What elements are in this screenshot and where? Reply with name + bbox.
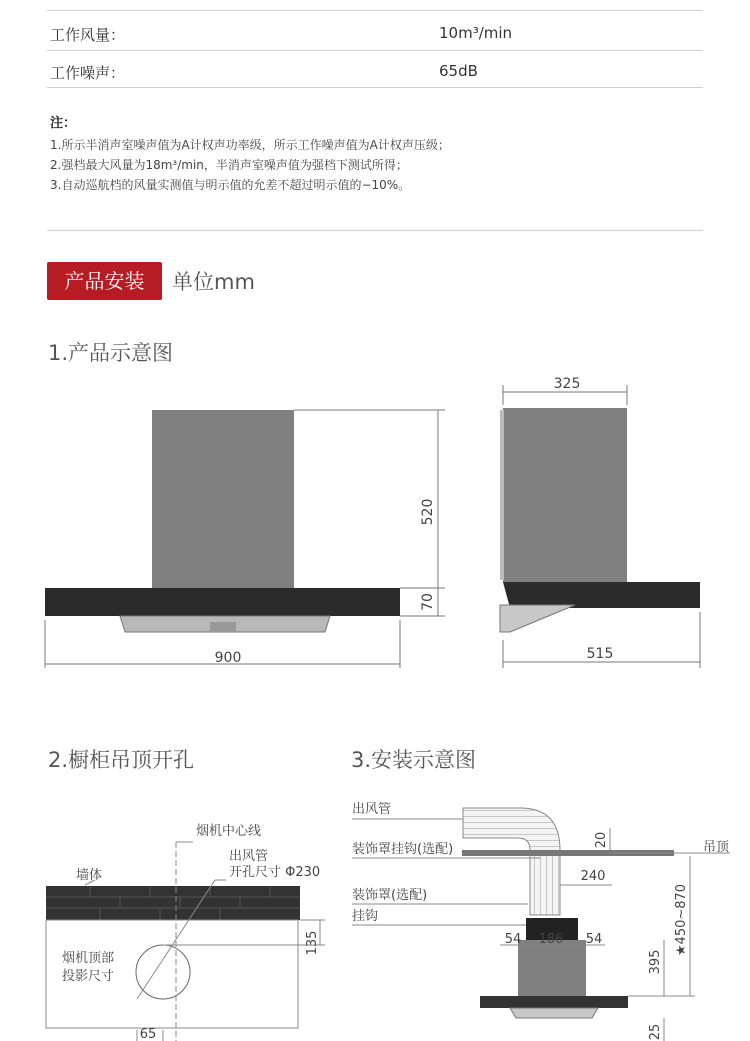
label-hole-size: 开孔尺寸 Φ230 <box>229 865 321 880</box>
notes-title: 注： <box>50 116 77 131</box>
dim-20: 20 <box>594 831 609 849</box>
spec-value-airflow: 10m³/min <box>439 24 513 42</box>
spec-value-noise: 65dB <box>439 62 478 80</box>
dim-515: 515 <box>586 646 614 662</box>
dim-395: 395 <box>648 949 663 975</box>
spec-label-airflow: 工作风量： <box>50 26 126 44</box>
section1-title: 1.产品示意图 <box>48 341 174 365</box>
dim-54-left: 54 <box>504 932 522 947</box>
unit-label: 单位mm <box>172 270 255 294</box>
note-line-3: 3.自动巡航档的风量实测值与明示值的允差不超过明示值的−10%。 <box>50 178 411 192</box>
front-handle <box>210 622 236 632</box>
dim-135: 135 <box>305 930 320 956</box>
label-duct-s3: 出风管 <box>352 802 392 817</box>
dim-186: 186 <box>538 932 564 947</box>
cabinet-opening-drawing <box>46 823 325 1041</box>
label-projection-1: 烟机顶部 <box>62 951 115 966</box>
label-centerline: 烟机中心线 <box>196 824 262 839</box>
note-line-2: 2.强档最大风量为18m³/min，半消声室噪声值为强档下测试所得； <box>50 158 408 172</box>
label-cover: 装饰罩(选配) <box>352 888 428 903</box>
wall-block <box>46 886 300 920</box>
label-wall: 墙体 <box>76 868 103 883</box>
dim-240: 240 <box>580 869 606 884</box>
dim-25: 25 <box>648 1023 663 1041</box>
side-view-drawing <box>500 376 700 668</box>
label-hook: 挂钩 <box>352 909 379 924</box>
dim-900: 900 <box>214 650 242 666</box>
label-duct-s2: 出风管 <box>229 849 269 864</box>
section2-title: 2.橱柜吊顶开孔 <box>48 748 195 772</box>
installation-drawing <box>352 801 730 1041</box>
hole-circle <box>136 945 190 999</box>
install-hood-body <box>480 996 628 1008</box>
side-panel <box>500 605 575 632</box>
label-projection-2: 投影尺寸 <box>62 969 115 984</box>
install-badge: 产品安装 <box>47 262 162 300</box>
label-ceiling: 吊顶 <box>703 840 730 855</box>
section3-title: 3.安装示意图 <box>351 748 477 772</box>
note-line-1: 1.所示半消声室噪声值为A计权声功率级，所示工作噪声值为A计权声压级； <box>50 138 450 152</box>
side-chimney <box>503 408 627 583</box>
dim-325: 325 <box>553 376 581 392</box>
spec-label-noise: 工作噪声： <box>50 64 126 82</box>
label-cover-hook: 装饰罩挂钩(选配) <box>352 842 454 857</box>
cover-body <box>518 940 586 998</box>
side-hood-body <box>503 582 700 608</box>
dim-70: 70 <box>420 593 436 611</box>
dim-65: 65 <box>139 1027 157 1041</box>
front-chimney <box>152 410 294 590</box>
dim-54-right: 54 <box>585 932 603 947</box>
front-view-drawing <box>45 410 445 668</box>
front-hood-body <box>45 588 400 616</box>
dim-range: ★450~870 <box>674 883 689 957</box>
dim-520: 520 <box>420 498 436 526</box>
